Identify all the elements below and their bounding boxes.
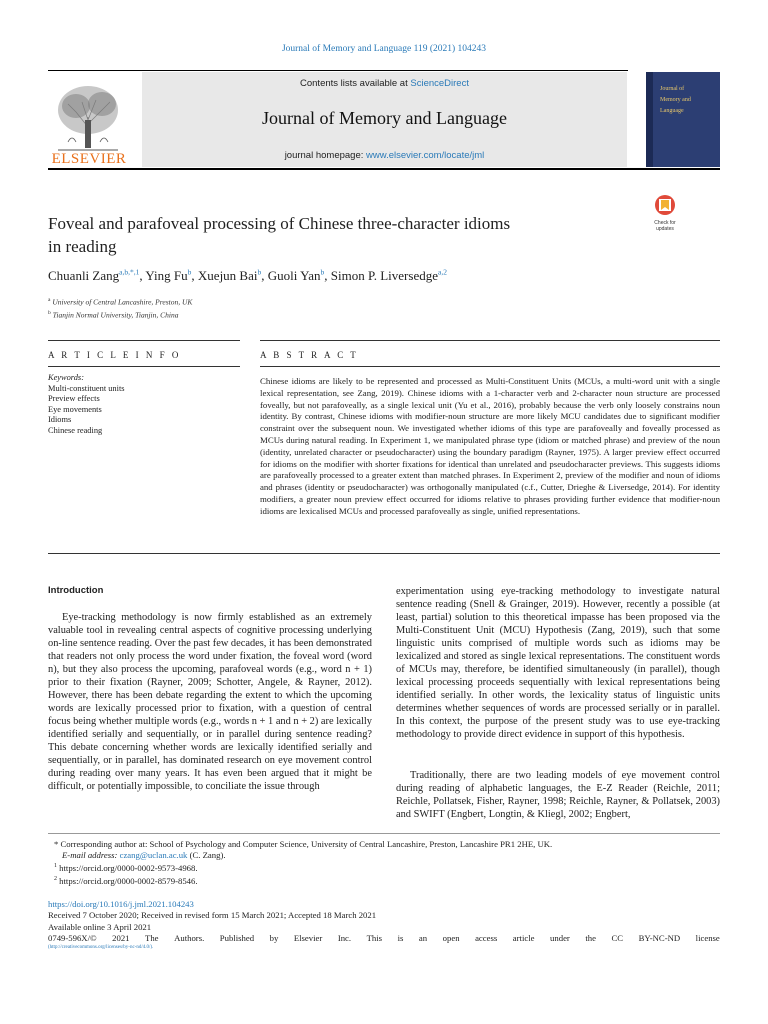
- article-info-rule: [48, 340, 240, 341]
- abstract-text: Chinese idioms are likely to be represented and processed as Multi-Constituent Units (MCUs, a multi-word unit with a single lexical representation, see Zang, 2019). Chinese idioms with a 1-character verb and 2-character noun structure are processed foveally, but not parafoveally, as a single lexical unit (Yu et al., 2016), probably because the verb only loosely constrains noun identity. By contrast, Chinese idioms with modifier-noun structure are more likely MCU candidates due to significant modifier constraint over the subsequent noun. We investigated whether idioms of this type are parafoveally and foveally processed as MCUs during natural reading. In Experiment 1, we manipulated phrase type (idiom or matched phrase) and preview of the noun (identity, unrelated character or pseudocharacter) using the boundary paradigm (Rayner, 1975). A larger preview effect occurred for idioms on the modifier with shorter fixations for identical than unrelated and pseudocharacter previews. This suggests idioms are parafoveally processed to a greater extent than matched phrases. In Experiment 2, preview of the modifier and noun of idioms and phrases (identity or pseudocharacter) was orthogonally manipulated (c.f., Cutter, Drieghe & Liversedge, 2014). For identity modifiers, a greater noun preview effect occurred for idioms relative to phrases providing further evidence that modifier-noun idioms are lexicalised MCUs and processed parafoveally as single, unified representations.: [260, 376, 720, 516]
- license-word: license: [695, 932, 720, 943]
- abstract-heading: A B S T R A C T: [260, 350, 359, 360]
- license-line: [48, 933, 720, 944]
- affiliation: $^b$ Tianjin Normal University, Tianjin, China: [48, 310, 179, 320]
- keyword[interactable]: Chinese reading: [48, 425, 103, 435]
- abstract-rule: [260, 340, 720, 341]
- license-word: access: [475, 932, 498, 943]
- available-online: Available online 3 April 2021: [48, 921, 152, 932]
- license-link[interactable]: (http://creativecommons.org/licenses/by-nc-nd/4.0/).: [48, 945, 154, 951]
- contents-prefix: Contents lists available at: [300, 78, 411, 89]
- license-word: BY-NC-ND: [638, 932, 681, 943]
- affiliation: $^a$ University of Central Lancashire, Preston, UK: [48, 297, 193, 307]
- license-word: the: [585, 932, 596, 943]
- license-word: The: [145, 932, 159, 943]
- license-word: article: [512, 932, 535, 943]
- license-word: CC: [611, 932, 624, 943]
- check-for-updates-badge[interactable]: Check for updates: [648, 194, 682, 228]
- corresponding-author-note: * Corresponding author at: School of Psychology and Computer Science, University of Central Lancashire, Preston, Lancashire PR1 2HE, UK.: [54, 839, 553, 849]
- publisher-name: ELSEVIER: [51, 151, 127, 167]
- homepage-prefix: journal homepage:: [284, 150, 367, 161]
- license-word: open: [442, 932, 460, 943]
- contents-line: [142, 78, 627, 89]
- author[interactable]: Xuejun Bai$^b$,: [197, 268, 268, 284]
- keyword[interactable]: Idioms: [48, 415, 72, 425]
- sciencedirect-link[interactable]: ScienceDirect: [410, 78, 469, 89]
- license-word: Authors.: [174, 932, 205, 943]
- check-updates-icon: [648, 194, 682, 216]
- intro-paragraph-2: experimentation using eye-tracking methodology to investigate natural sentence reading (Snell & Grainger, 2019). However, recently a possible (at least, partial) solution to this theoretical impasse has been proposed via the Multi-Constituent Unit (MCU) Hypothesis (Zang, 2019), such that some linguistic units comprised of multiple words such as idioms may be lexicalized and stored as single lexical representations. The constituent words of MCUs may, therefore, be identified simultaneously (in parallel), though lexical processing proceeds sequentially with lexical representations being identified serially. In other words, the lexicality status of linguistic units determines whether sequences of words are processed serially or in parallel. In this context, the purpose of the present study was to use eye-tracking methodology to provide direct evidence in support of this hypothesis.: [396, 586, 720, 740]
- homepage-line: [142, 150, 627, 161]
- doi-link[interactable]: https://doi.org/10.1016/j.jml.2021.104243: [48, 899, 194, 909]
- introduction-heading: Introduction: [48, 585, 104, 596]
- footnotes: [54, 839, 720, 887]
- email-link[interactable]: czang@uclan.ac.uk: [119, 850, 188, 860]
- orcid-note: $^1$ https://orcid.org/0000-0002-9573-4968.: [54, 862, 198, 873]
- abstract-subrule: [260, 366, 720, 367]
- keywords-block: [48, 373, 238, 437]
- publication-info: [48, 899, 720, 952]
- article-info-heading: A R T I C L E I N F O: [48, 350, 181, 360]
- intro-paragraph-3: Traditionally, there are two leading models of eye movement control during reading of alphabetic languages, the E-Z Reader (Reichle, 2011; Reichle, Pollatsek, Fisher, Rayner, 1998; Reichle, Rayner, & Pollatsek, 2003) and SWIFT (Engbert, Longtin, & Kliegl, 2002; Engbert,: [396, 770, 720, 820]
- license-word: under: [550, 932, 570, 943]
- masthead-bottom-rule: [48, 168, 720, 170]
- cover-spine: [646, 72, 653, 167]
- license-word: an: [418, 932, 428, 943]
- masthead-top-rule: [48, 70, 628, 71]
- abstract-end-rule: [48, 553, 720, 554]
- license-word: Published: [219, 932, 255, 943]
- license-word: is: [397, 932, 404, 943]
- author[interactable]: Guoli Yan$^b$,: [267, 268, 331, 284]
- orcid-note: $^2$ https://orcid.org/0000-0002-8579-8546.: [54, 875, 198, 886]
- elsevier-logo: [48, 72, 128, 167]
- keywords-label: Keywords:: [48, 373, 84, 382]
- intro-paragraph-1: Eye-tracking methodology is now firmly established as an extremely valuable tool in revealing central aspects of cognitive processing underlying on-line sentence reading. Over the past few decades, it has been demonstrated that readers not only process the word under fixation, the foveal word (word n), but they also process the upcoming, parafoveal words (e.g., word n + 1) prior to their fixation (Rayner, 2009; Schotter, Angele, & Rayner, 2012). However, there has been debate regarding the extent to which the upcoming words are lexically processed prior to fixation, with a question of central focus being whether multiple words (e.g., words n + 1 and n + 2) are lexically identified serially and sequentially, or in parallel during sentence reading? This debate concerning whether words are lexically identified serially and sequentially, or in parallel, has dominated research on eye movement control during reading over many years. It has even been argued that it might be difficult, or potentially impossible, to conciliate the issue through: [48, 612, 373, 792]
- license-word: 0749-596X/©: [48, 932, 97, 943]
- affiliations: [48, 295, 192, 321]
- author-list: [48, 268, 668, 284]
- license-word: 2021: [112, 932, 130, 943]
- journal-header-box: [142, 72, 627, 167]
- keyword[interactable]: Preview effects: [48, 394, 100, 404]
- license-word: Elsevier: [293, 932, 323, 943]
- license-word: This: [366, 932, 383, 943]
- keyword[interactable]: Eye movements: [48, 404, 102, 414]
- journal-citation[interactable]: Journal of Memory and Language 119 (2021) 104243: [281, 44, 487, 54]
- orcid-link[interactable]: https://orcid.org/0000-0002-8579-8546.: [59, 875, 198, 886]
- article-info-subrule: [48, 366, 240, 367]
- footnote-rule: [48, 833, 720, 834]
- author[interactable]: Ying Fu$^b$,: [145, 268, 198, 284]
- keyword[interactable]: Multi-constituent units: [48, 383, 125, 393]
- author[interactable]: Simon P. Liversedge$^{a,2}$: [330, 268, 447, 284]
- cover-title: Journal of Memory and Language: [660, 86, 691, 114]
- license-word: Inc.: [337, 932, 352, 943]
- license-word: by: [269, 932, 279, 943]
- journal-cover-thumbnail[interactable]: [646, 72, 720, 167]
- author[interactable]: Chuanli Zang$^{a,b,*,1}$,: [48, 268, 146, 284]
- homepage-link[interactable]: www.elsevier.com/locate/jml: [366, 150, 485, 161]
- email-line: E-mail address: czang@uclan.ac.uk (C. Zang).: [62, 850, 226, 860]
- received-dates: Received 7 October 2020; Received in revised form 15 March 2021; Accepted 18 March 2021: [48, 910, 377, 921]
- orcid-link[interactable]: https://orcid.org/0000-0002-9573-4968.: [59, 862, 198, 873]
- article-title: Foveal and parafoveal processing of Chinese three-character idioms in reading: [48, 214, 511, 256]
- journal-title: Journal of Memory and Language: [262, 108, 507, 128]
